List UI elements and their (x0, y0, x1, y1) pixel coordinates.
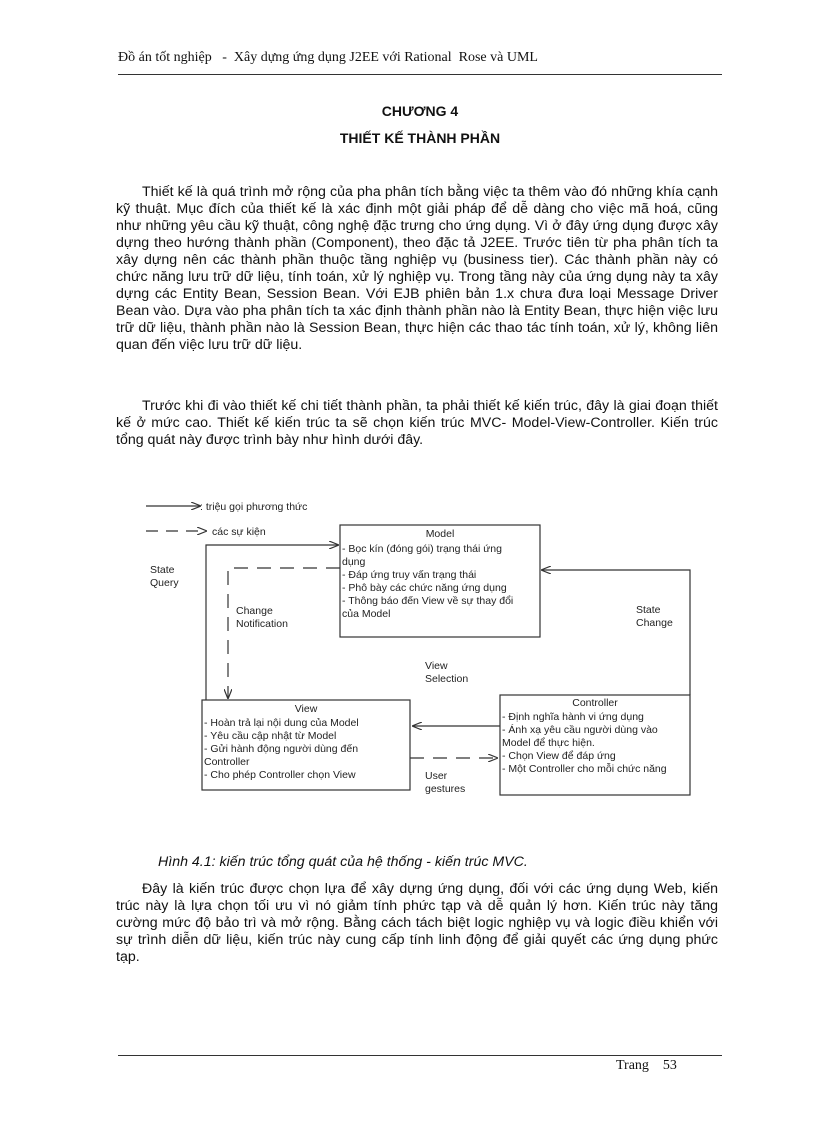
legend-event-label: các sự kiện (212, 526, 266, 538)
legend-method-label: : triệu gọi phương thức (200, 501, 308, 513)
controller-line-5: - Một Controller cho mỗi chức năng (502, 763, 667, 775)
chapter-number: CHƯƠNG 4 (381, 103, 459, 119)
user-gestures-label-1: User (425, 770, 448, 782)
controller-line-3: Model để thực hiện. (502, 737, 595, 749)
controller-line-1: - Định nghĩa hành vi ứng dụng (502, 711, 644, 723)
user-gestures-label-2: gestures (425, 783, 466, 795)
model-line-6: của Model (342, 608, 391, 620)
page-header: Đồ án tốt nghiệp - Xây dựng ứng dụng J2EE với Rational Rose và UML (118, 50, 538, 65)
state-change-label-2: Change (636, 617, 673, 629)
change-notification-arrow (228, 568, 340, 698)
view-selection-label-2: Selection (425, 673, 469, 685)
controller-line-4: - Chọn View để đáp ứng (502, 750, 616, 762)
paragraph-1 (116, 184, 718, 354)
controller-line-2: - Ánh xạ yêu cầu người dùng vào (502, 724, 658, 736)
paragraph-3 (116, 881, 718, 966)
view-line-1: - Hoàn trả lại nội dung của Model (204, 717, 359, 729)
view-line-3: - Gửi hành động người dùng đến (204, 743, 359, 755)
view-line-2: - Yêu cầu cập nhật từ Model (204, 730, 337, 742)
state-query-label-1: State (150, 564, 175, 576)
model-line-1: - Bọc kín (đóng gói) trạng thái ứng (342, 543, 502, 555)
view-title: View (294, 703, 318, 715)
paragraph-3-text: Đây là kiến trúc được chọn lựa để xây dựng ứng dụng, đối với các ứng dụng Web, kiến trúc này là lựa chọn tối ưu vì nó giảm tính phức tạp và dễ quản lý hơn. Kiến trúc này tăng cường mức độ bảo trì và mở rộng. Bằng cách tách biệt logic nghiệp vụ và logic điều khiển với sự trình diễn dữ liệu, kiến trúc này cung cấp tính linh động để giải quyết các ứng dụng phức tạp. (116, 881, 718, 965)
footer-divider (118, 1055, 722, 1056)
change-notification-label-1: Change (236, 605, 273, 617)
model-line-4: - Phô bày các chức năng ứng dụng (342, 582, 507, 594)
paragraph-2 (116, 398, 718, 449)
paragraph-1-text: Thiết kế là quá trình mở rộng của pha phân tích bằng việc ta thêm vào đó những khía cạnh kỹ thuật. Mục đích của thiết kế là xác định một giải pháp để dễ dàng cho việc mã hoá, cũng như những yêu cầu kỹ thuật, công nghệ đặc trưng cho ứng dụng. Vì ở đây ứng dụng được xây dựng theo hướng thành phần (Component), theo đặc tả J2EE. Trước tiên từ pha phân tích ta xây dựng nên các thành phần thuộc tầng nghiệp vụ (business tier). Các thành phần này có chức năng lưu trữ dữ liệu, tính toán, xử lý nghiệp vụ. Trong tầng này của ứng dụng này ta xây dựng các Entity Bean, Session Bean. Với EJB phiên bản 1.x chưa đưa loại Message Driver Bean vào. Dựa vào pha phân tích ta xác định thành phần nào là Entity Bean, thực hiện việc lưu trữ dữ liệu, thành phần nào là Session Bean, thực hiện các thao tác tính toán, xử lý, không liên quan đến việc lưu trữ dữ liệu. (116, 184, 718, 353)
mvc-architecture-diagram (140, 490, 720, 810)
state-change-arrow (542, 570, 690, 695)
change-notification-label-2: Notification (236, 618, 288, 630)
model-line-3: - Đáp ứng truy vấn trạng thái (342, 569, 477, 581)
model-title: Model (425, 528, 455, 540)
view-line-4: Controller (204, 756, 250, 768)
figure-caption: Hình 4.1: kiến trúc tổng quát của hệ thống - kiến trúc MVC. (158, 854, 528, 870)
model-line-5: - Thông báo đến View về sự thay đổi (342, 595, 514, 607)
model-line-2: dụng (342, 556, 366, 568)
model-box (340, 525, 540, 637)
paragraph-2-text: Trước khi đi vào thiết kế chi tiết thành phần, ta phải thiết kế kiến trúc, đây là giai đoạn thiết kế ở mức cao. Thiết kế kiến trúc ta sẽ chọn kiến trúc MVC- Model-View-Controller. Kiến trúc tổng quát này được trình bày như hình dưới đây. (116, 398, 718, 448)
chapter-title: THIẾT KẾ THÀNH PHẦN (339, 130, 501, 146)
state-change-label-1: State (636, 604, 661, 616)
header-divider (118, 74, 722, 75)
view-selection-label-1: View (425, 660, 448, 672)
page-number: Trang 53 (616, 1058, 677, 1073)
view-line-5: - Cho phép Controller chọn View (204, 769, 356, 781)
state-query-label-2: Query (150, 577, 179, 589)
controller-title: Controller (572, 697, 618, 709)
